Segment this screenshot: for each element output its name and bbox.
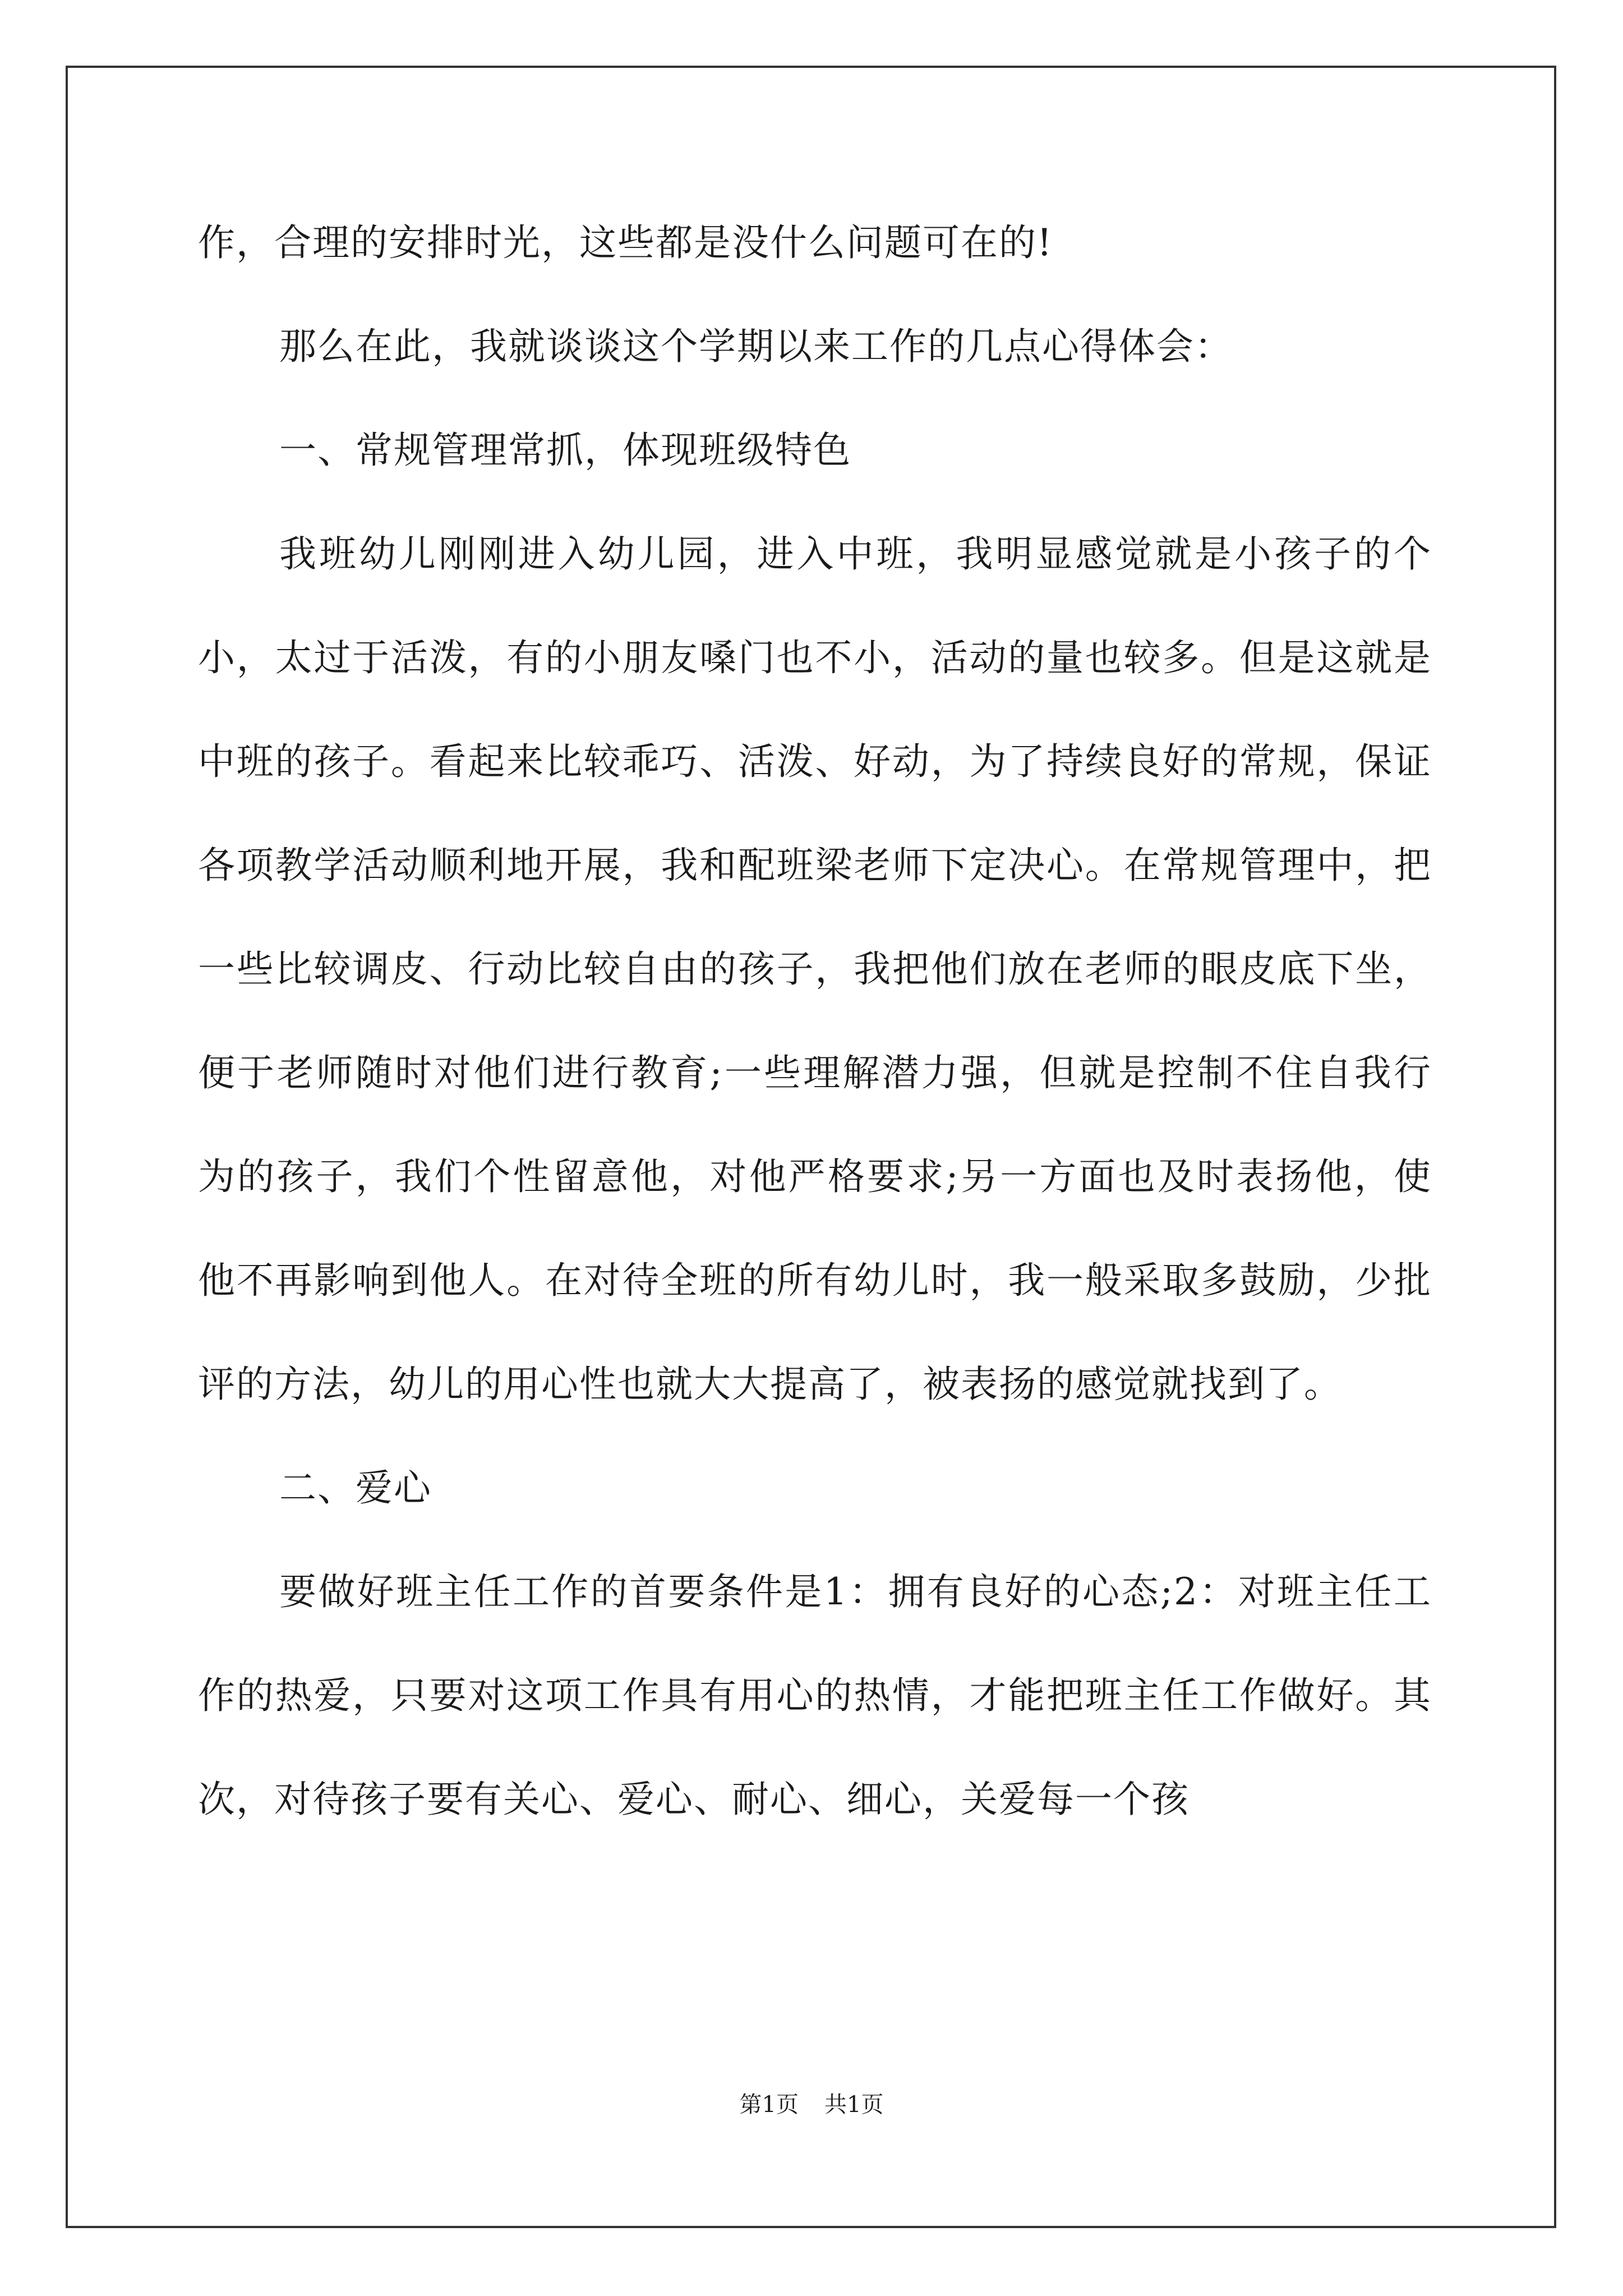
page-footer (0, 2087, 1623, 2119)
paragraph-3: 我班幼儿刚刚进入幼儿园，进入中班，我明显感觉就是小孩子的个小，太过于活泼，有的小朋友嗓门也不小，活动的量也较多。但是这就是中班的孩子。看起来比较乖巧、活泼、好动，为了持续良好的常规，保证各项教学活动顺利地开展，我和配班梁老师下定决心。在常规管理中，把一些比较调皮、行动比较自由的孩子，我把他们放在老师的眼皮底下坐，便于老师随时对他们进行教育;一些理解潜力强，但就是控制不住自我行为的孩子，我们个性留意他，对他严格要求;另一方面也及时表扬他，使他不再影响到他人。在对待全班的所有幼儿时，我一般采取多鼓励，少批评的方法，幼儿的用心性也就大大提高了，被表扬的感觉就找到了。 (198, 532, 1432, 1406)
document-body (198, 191, 1432, 1851)
page-number: 第1页 (739, 2092, 799, 2118)
section-heading-1: 一、常规管理常抓，体现班级特色 (279, 429, 851, 472)
paragraph-4: 要做好班主任工作的首要条件是1：拥有良好的心态;2：对班主任工作的热爱，只要对这项工作具有用心的热情，才能把班主任工作做好。其次，对待孩子要有关心、爱心、耐心、细心，关爱每一个孩 (198, 1570, 1432, 1821)
section-heading-2: 二、爱心 (279, 1466, 432, 1510)
total-pages: 共1页 (824, 2092, 884, 2118)
paragraph-1: 作，合理的安排时光，这些都是没什么问题可在的! (198, 221, 1053, 264)
paragraph-2: 那么在此，我就谈谈这个学期以来工作的几点心得体会： (279, 325, 1233, 368)
